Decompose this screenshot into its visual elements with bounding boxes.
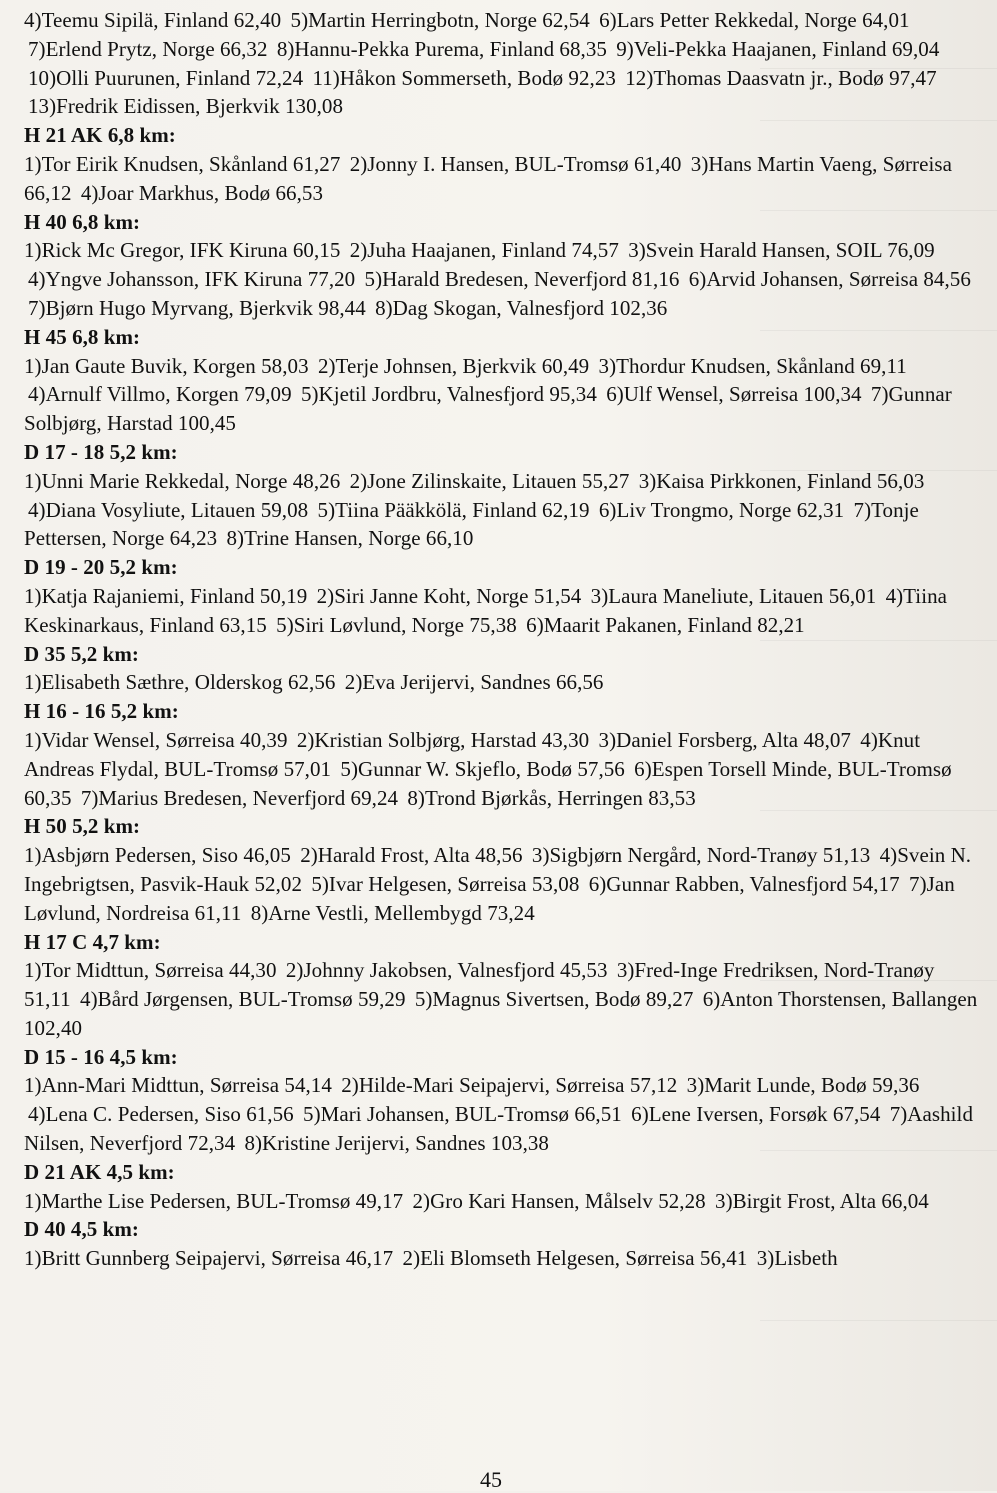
result-entry: 9)Veli-Pekka Haajanen, Finland 69,04 (616, 36, 940, 61)
result-entry: 1)Jan Gaute Buvik, Korgen 58,03 (24, 353, 309, 378)
result-entry: 8)Kristine Jerijervi, Sandnes 103,38 (244, 1131, 549, 1156)
result-entry: 4)Yngve Johansson, IFK Kiruna 77,20 (28, 267, 356, 292)
result-entry: 1)Elisabeth Sæthre, Olderskog 62,56 (24, 670, 336, 695)
entry-list (24, 1071, 979, 1157)
result-entry: 13)Fredrik Eidissen, Bjerkvik 130,08 (28, 94, 344, 119)
result-class-section (24, 438, 979, 553)
result-class-section (24, 553, 979, 639)
result-class-section (24, 928, 979, 1043)
result-entry: 2)Jone Zilinskaite, Litauen 55,27 (349, 468, 630, 493)
result-entry: 5)Mari Johansen, BUL-Tromsø 66,51 (303, 1102, 622, 1127)
result-entry: 6)Lars Petter Rekkedal, Norge 64,01 (599, 8, 910, 32)
result-entry: 1)Asbjørn Pedersen, Siso 46,05 (24, 843, 291, 868)
result-entry: 4)Diana Vosyliute, Litauen 59,08 (28, 497, 309, 522)
entry-list (24, 668, 979, 697)
result-entry: 1)Ann-Mari Midttun, Sørreisa 54,14 (24, 1073, 332, 1098)
result-entry: 1)Tor Midttun, Sørreisa 44,30 (24, 958, 277, 983)
result-entry: 2)Juha Haajanen, Finland 74,57 (349, 238, 619, 263)
result-entry: 8)Hannu-Pekka Purema, Finland 68,35 (276, 36, 607, 61)
class-heading: D 35 5,2 km: (24, 641, 139, 666)
result-entry: 5)Tiina Pääkkölä, Finland 62,19 (317, 497, 590, 522)
result-entry: 5)Magnus Sivertsen, Bodø 89,27 (414, 987, 694, 1012)
result-entry: 4)Teemu Sipilä, Finland 62,40 (24, 8, 282, 32)
result-entry: 3)Marit Lunde, Bodø 59,36 (686, 1073, 920, 1098)
result-entry: 3)Laura Maneliute, Litauen 56,01 (590, 583, 877, 608)
result-entry: 2)Harald Frost, Alta 48,56 (300, 843, 523, 868)
entry-list (24, 841, 979, 927)
result-entry: 3)Sigbjørn Nergård, Nord-Tranøy 51,13 (531, 843, 871, 868)
result-class-section (24, 812, 979, 927)
result-entry: 3)Birgit Frost, Alta 66,04 (715, 1188, 929, 1213)
result-entry: 4)Knut Andreas Flydal, BUL-Tromsø 57,01 (24, 727, 921, 781)
result-entry: 5)Ivar Helgesen, Sørreisa 53,08 (311, 871, 580, 896)
result-entry: 2)Eva Jerijervi, Sandnes 66,56 (344, 670, 604, 695)
result-entry: 10)Olli Puurunen, Finland 72,24 (28, 65, 304, 90)
result-entry: 6)Espen Torsell Minde, BUL-Tromsø 60,35 (24, 756, 952, 810)
result-entry: 6)Gunnar Rabben, Valnesfjord 54,17 (588, 871, 900, 896)
result-class-section (24, 1158, 979, 1216)
class-heading: D 17 - 18 5,2 km: (24, 439, 178, 464)
result-entry: 1)Tor Eirik Knudsen, Skånland 61,27 (24, 151, 341, 176)
result-entry: 6)Anton Thorstensen, Ballangen 102,40 (24, 987, 978, 1040)
result-class-section (24, 1215, 979, 1273)
result-class-section (24, 640, 979, 698)
result-entry: 8)Arne Vestli, Mellembygd 73,24 (250, 900, 535, 925)
entry-list (24, 6, 979, 121)
class-heading: D 40 4,5 km: (24, 1217, 139, 1242)
entry-list (24, 1244, 979, 1273)
result-entry: 7)Marius Bredesen, Neverfjord 69,24 (80, 785, 399, 810)
result-entry: 4)Joar Markhus, Bodø 66,53 (80, 180, 324, 205)
result-entry: 2)Gro Kari Hansen, Målselv 52,28 (412, 1188, 706, 1213)
page-number: 45 (480, 1467, 502, 1492)
result-entry: 4)Svein N. Ingebrigtsen, Pasvik-Hauk 52,02 (24, 843, 972, 896)
result-entry: 7)Bjørn Hugo Myrvang, Bjerkvik 98,44 (28, 295, 366, 320)
result-entry: 4)Arnulf Villmo, Korgen 79,09 (28, 382, 292, 407)
result-entry: 3)Lisbeth (756, 1246, 838, 1271)
result-entry: 6)Arvid Johansen, Sørreisa 84,56 (688, 267, 971, 292)
result-class-section (24, 697, 979, 812)
result-entry: 5)Gunnar W. Skjeflo, Bodø 57,56 (340, 756, 625, 781)
result-entry: 4)Tiina Keskinarkaus, Finland 63,15 (24, 583, 948, 637)
result-entry: 3)Svein Harald Hansen, SOIL 76,09 (628, 238, 935, 263)
class-heading: H 45 6,8 km: (24, 324, 141, 349)
result-entry: 4)Bård Jørgensen, BUL-Tromsø 59,29 (80, 987, 406, 1012)
result-entry: 7)Aashild Nilsen, Neverfjord 72,34 (24, 1102, 973, 1156)
result-entry: 1)Unni Marie Rekkedal, Norge 48,26 (24, 468, 341, 493)
result-entry: 2)Eli Blomseth Helgesen, Sørreisa 56,41 (402, 1246, 748, 1271)
class-heading: D 21 AK 4,5 km: (24, 1159, 175, 1184)
entry-list (24, 150, 979, 208)
result-entry: 2)Johnny Jakobsen, Valnesfjord 45,53 (285, 958, 608, 983)
result-entry: 2)Siri Janne Koht, Norge 51,54 (316, 583, 582, 608)
result-entry: 3)Daniel Forsberg, Alta 48,07 (598, 727, 851, 752)
result-entry: 7)Gunnar Solbjørg, Harstad 100,45 (24, 382, 952, 436)
result-entry: 1)Rick Mc Gregor, IFK Kiruna 60,15 (24, 238, 341, 263)
result-entry: 2)Kristian Solbjørg, Harstad 43,30 (296, 727, 590, 752)
entry-list (24, 726, 979, 812)
result-entry: 7)Tonje Pettersen, Norge 64,23 (24, 497, 919, 551)
class-heading: H 21 AK 6,8 km: (24, 123, 176, 148)
result-entry: 1)Britt Gunnberg Seipajervi, Sørreisa 46,17 (24, 1246, 394, 1271)
result-entry: 8)Dag Skogan, Valnesfjord 102,36 (375, 295, 668, 320)
result-entry: 5)Kjetil Jordbru, Valnesfjord 95,34 (300, 382, 597, 407)
class-heading: D 19 - 20 5,2 km: (24, 555, 178, 580)
entry-list (24, 236, 979, 322)
result-entry: 6)Ulf Wensel, Sørreisa 100,34 (606, 382, 862, 407)
result-entry: 6)Lene Iversen, Forsøk 67,54 (631, 1102, 881, 1127)
entry-list (24, 956, 979, 1042)
result-entry: 3)Hans Martin Vaeng, Sørreisa 66,12 (24, 151, 952, 205)
result-class-section (24, 323, 979, 438)
entry-list (24, 352, 979, 438)
result-class-section (24, 6, 979, 121)
class-heading: H 40 6,8 km: (24, 209, 141, 234)
result-entry: 5)Harald Bredesen, Neverfjord 81,16 (364, 267, 680, 292)
result-entry: 1)Katja Rajaniemi, Finland 50,19 (24, 583, 308, 608)
result-entry: 6)Liv Trongmo, Norge 62,31 (598, 497, 845, 522)
entry-list (24, 582, 979, 640)
result-entry: 6)Maarit Pakanen, Finland 82,21 (526, 612, 805, 637)
result-entry: 7)Jan Løvlund, Nordreisa 61,11 (24, 871, 955, 925)
result-class-section (24, 121, 979, 207)
entry-list (24, 1187, 979, 1216)
result-entry: 2)Terje Johnsen, Bjerkvik 60,49 (317, 353, 590, 378)
class-heading: H 16 - 16 5,2 km: (24, 699, 179, 724)
result-entry: 12)Thomas Daasvatn jr., Bodø 97,47 (625, 65, 937, 90)
result-entry: 7)Erlend Prytz, Norge 66,32 (28, 36, 268, 61)
entry-list (24, 467, 979, 553)
result-entry: 3)Fred-Inge Fredriksen, Nord-Tranøy 51,11 (24, 958, 935, 1012)
result-entry: 8)Trine Hansen, Norge 66,10 (226, 526, 474, 551)
class-heading: H 50 5,2 km: (24, 814, 141, 839)
results-page-content (24, 6, 979, 1273)
result-entry: 1)Marthe Lise Pedersen, BUL-Tromsø 49,17 (24, 1188, 404, 1213)
result-entry: 3)Thordur Knudsen, Skånland 69,11 (598, 353, 907, 378)
class-heading: D 15 - 16 4,5 km: (24, 1044, 178, 1069)
class-heading: H 17 C 4,7 km: (24, 929, 161, 954)
result-entry: 3)Kaisa Pirkkonen, Finland 56,03 (638, 468, 925, 493)
result-entry: 8)Trond Bjørkås, Herringen 83,53 (407, 785, 696, 810)
result-entry: 5)Martin Herringbotn, Norge 62,54 (290, 8, 590, 32)
result-entry: 5)Siri Løvlund, Norge 75,38 (276, 612, 517, 637)
result-entry: 2)Jonny I. Hansen, BUL-Tromsø 61,40 (349, 151, 682, 176)
result-class-section (24, 1043, 979, 1158)
result-entry: 4)Lena C. Pedersen, Siso 61,56 (28, 1102, 294, 1127)
result-entry: 11)Håkon Sommerseth, Bodø 92,23 (312, 65, 616, 90)
result-entry: 1)Vidar Wensel, Sørreisa 40,39 (24, 727, 288, 752)
result-entry: 2)Hilde-Mari Seipajervi, Sørreisa 57,12 (341, 1073, 678, 1098)
result-class-section (24, 208, 979, 323)
